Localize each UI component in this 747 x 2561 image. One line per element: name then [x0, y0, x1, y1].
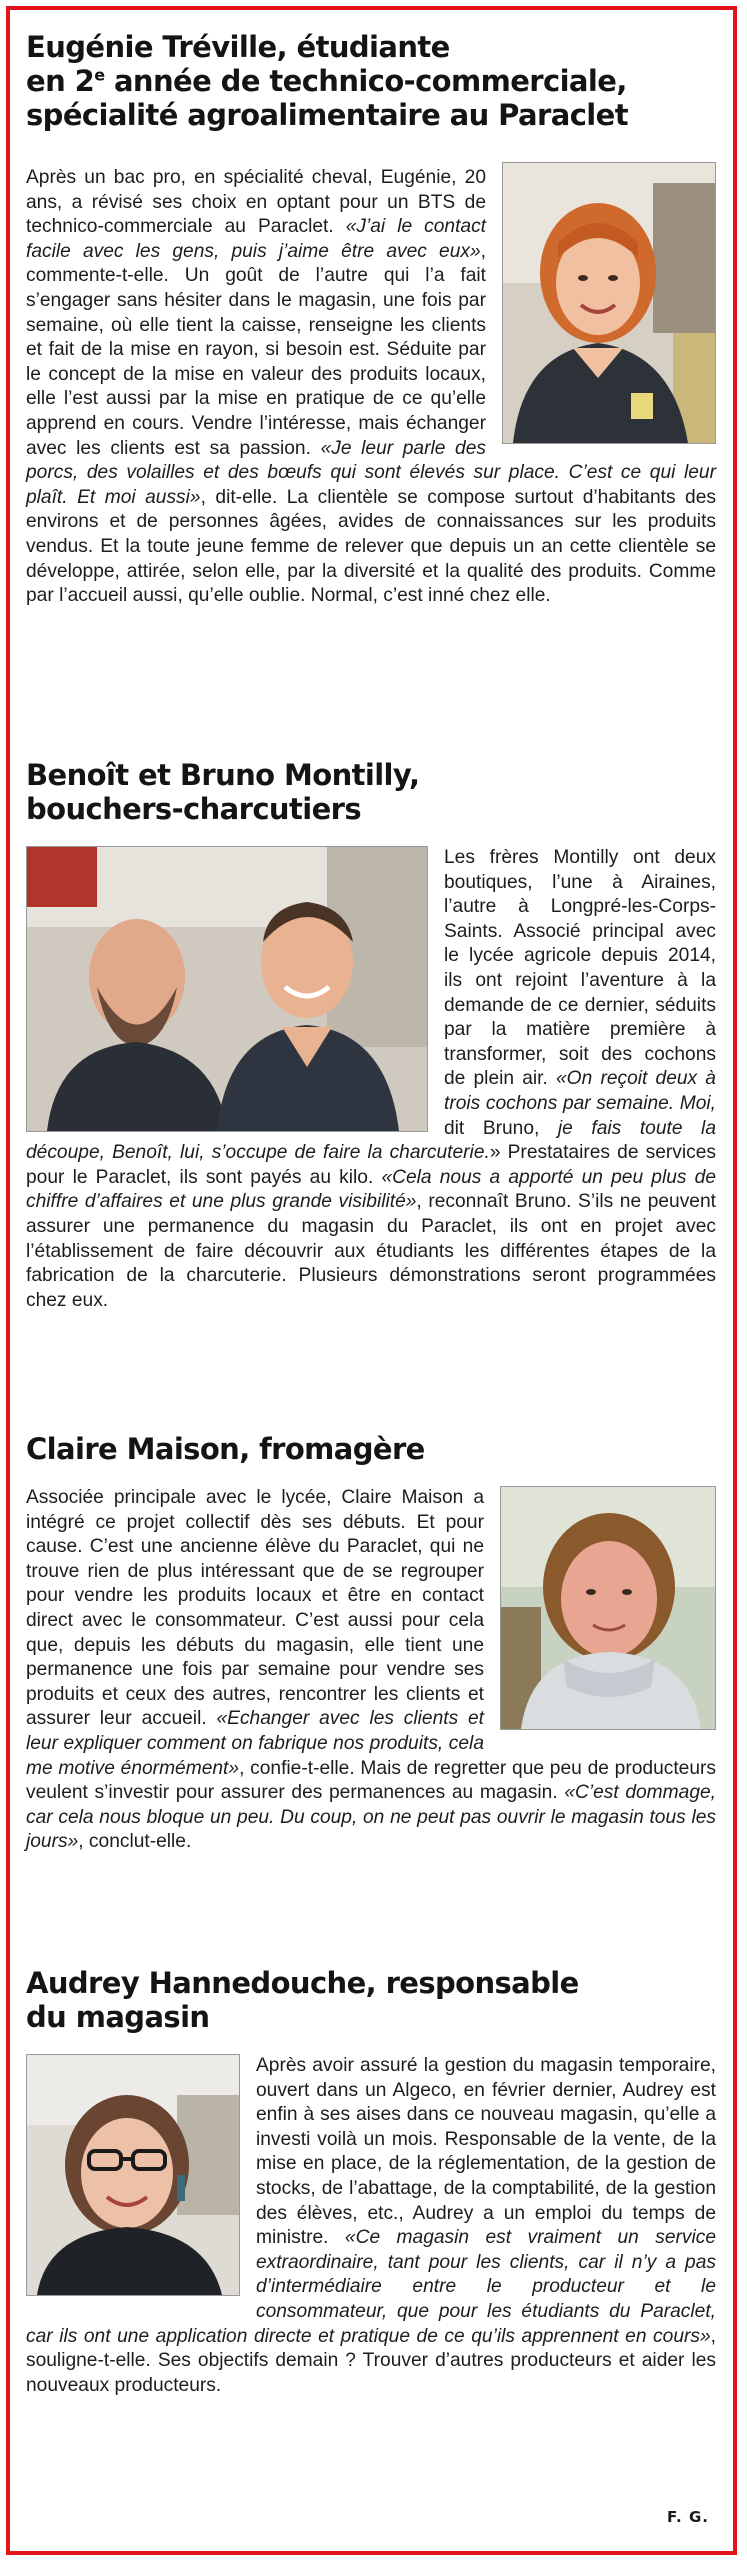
- author-signature: F. G.: [667, 2508, 709, 2526]
- quote-text: «J’ai le contact facile avec les gens, puis j’aime être avec eux»: [26, 216, 487, 262]
- section-title: [26, 30, 716, 132]
- body-text: Les frères Montilly ont deux boutiques, l’une à Airaines, l’autre à Longpré-les-Corps-Saints. Associé principal avec le lycée agricole depuis 2014, ils ont rejoint l’aventure à la demande de ce dernier, séduits par la matière première à transformer, soit des cochons de plein air.: [444, 847, 716, 1090]
- quote-text: «Je leur parle des porcs, des volailles et des bœufs qui sont élevés sur place. C’est ce qui leur plaît. Et moi aussi»: [26, 437, 716, 508]
- body-text: Après avoir assuré la gestion du magasin temporaire, ouvert dans un Algeco, en février dernier, Audrey est enfin à ses aises dans ce nouveau magasin, qu’elle a investi voilà un mois. Responsable de la vente, de la mise en place, de la réglementation, de la gestion de stocks, de l’abattage, de la comptabilité, de la gestion des élèves, etc., Audrey a un emploi du temps de ministre.: [256, 2055, 716, 2249]
- body-text: , commente-t-elle. Un goût de l’autre qui l’a fait s’engager sans hésiter dans le magasin, une fois par semaine, où elle tient la caisse, renseigne les clients et fait de la mise en rayon, si besoin est. Séduite par le concept de la mise en valeur des produits locaux, elle l’est aussi par la mise en pratique de ce qu’elle apprend en cours. Vendre l’intéresse, mais échanger avec les clients est sa passion.: [26, 240, 486, 459]
- photo-montilly: [26, 846, 428, 1132]
- body-text: Associée principale avec le lycée, Claire Maison a intégré ce projet collectif dès ses débuts. Et pour cause. C’est une ancienne élève du Paraclet, qui ne trouve rien de plus intéressant que de se regrouper pour vendre les produits locaux et être en contact direct avec le consommateur. C’est aussi pour cela que, depuis les débuts du magasin, elle tient une permanence une fois par semaine pour vendre ses produits et ceux des autres, rencontrer les clients et assurer leur accueil.: [26, 1487, 484, 1730]
- title-line: en 2: [26, 64, 95, 98]
- photo-audrey: [26, 2054, 240, 2296]
- title-line: Benoît et Bruno Montilly,: [26, 758, 420, 792]
- title-line: spécialité agroalimentaire au Paraclet: [26, 98, 628, 132]
- quote-text: «C’est dommage, car cela nous bloque un peu. Du coup, on ne peut pas ouvrir le magasin tous les jours»: [26, 1782, 716, 1853]
- quote-text: «On reçoit deux à trois cochons par semaine. Moi,: [444, 1068, 716, 1114]
- body-text: , confie-t-elle. Mais de regretter que peu de producteurs veulent s’investir pour assurer des permanences au magasin.: [26, 1757, 716, 1804]
- body-text: Après un bac pro, en spécialité cheval, Eugénie, 20 ans, a révisé ses choix en optant pour un BTS de technico-commerciale au Paraclet.: [26, 167, 486, 238]
- title-line: Audrey Hannedouche, responsable: [26, 1966, 579, 2000]
- section-title: [26, 1966, 716, 2034]
- body-text: , conclut-elle.: [78, 1831, 192, 1853]
- title-line: Eugénie Tréville, étudiante: [26, 30, 450, 64]
- section-audrey: [26, 1966, 716, 2398]
- quote-text: «Ce magasin est vraiment un service extraordinaire, tant pour les clients, car il n’y a pas d’intermédiaire entre le producteur et le consommateur, que pour les étudiants du Paraclet, car ils ont une application directe et pratique de ce qu’ils apprennent en cours»: [26, 2227, 717, 2347]
- title-line: bouchers-charcutiers: [26, 792, 362, 826]
- section-montilly: [26, 758, 716, 1313]
- section-claire-maison: [26, 1432, 716, 1855]
- body-text: » Prestataires de services pour le Paraclet, ils sont payés au kilo.: [26, 1142, 716, 1188]
- body-text: , souligne-t-elle. Ses objectifs demain ? Trouver d’autres producteurs et aider les nouveaux producteurs.: [26, 2325, 716, 2396]
- quote-text: «Cela nous a apporté un peu plus de chiffre d’affaires et une plus grande visibilité»: [26, 1166, 717, 1213]
- photo-eugenie: [502, 162, 716, 444]
- quote-text: «Echanger avec les clients et leur expliquer comment on fabrique nos produits, cela me motive énormément»: [26, 1708, 484, 1779]
- quote-text: je fais toute la découpe, Benoît, lui, s’occupe de faire la charcuterie.: [26, 1117, 716, 1164]
- title-superscript: e: [94, 65, 105, 85]
- section-eugenie: [26, 30, 716, 609]
- title-line: année de technico-commerciale,: [104, 64, 627, 98]
- section-title: [26, 758, 716, 826]
- title-line: Claire Maison, fromagère: [26, 1432, 425, 1466]
- title-line: du magasin: [26, 2000, 210, 2034]
- body-text: , dit-elle. La clientèle se compose surtout d’habitants des environs et de personnes âgées, avides de connaissances sur les produits vendus. Et la toute jeune femme de relever que depuis un an cette clientèle se développe, attirée, selon elle, par la diversité et la qualité des produits. Comme par l’accueil aussi, qu’elle oublie. Normal, c’est inné chez elle.: [26, 486, 716, 607]
- body-text: dit Bruno,: [444, 1117, 558, 1139]
- body-text: , reconnaît Bruno. S’ils ne peuvent assurer une permanence du magasin du Paraclet, ils ont en projet avec l’établissement de faire découvrir aux étudiants les différentes étapes de la fabrication de la charcuterie. Plusieurs démonstrations seront programmées chez eux.: [26, 1191, 716, 1311]
- section-title: [26, 1432, 716, 1466]
- photo-claire-maison: [500, 1486, 716, 1730]
